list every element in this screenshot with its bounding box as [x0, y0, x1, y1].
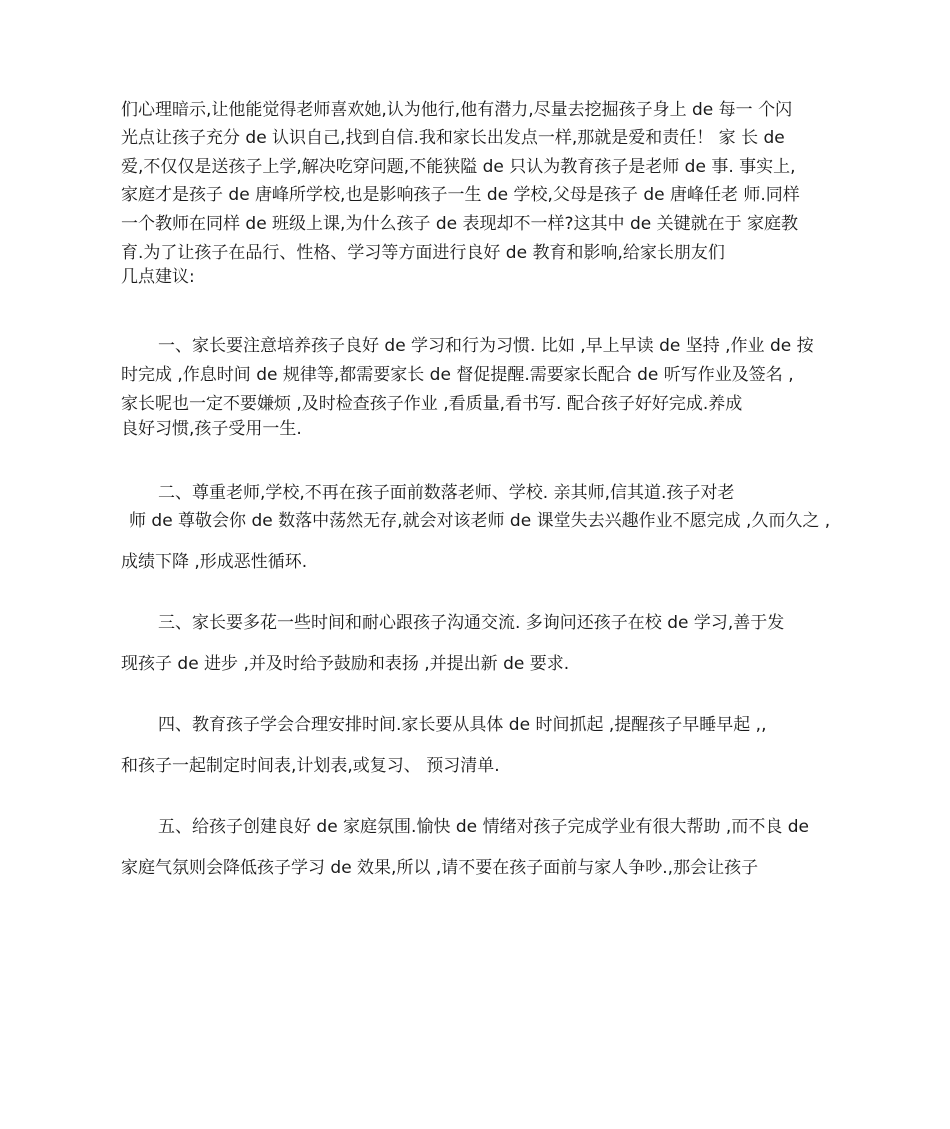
- suggestion-2-line-3: 成绩下降 ,形成恶性循环.: [121, 552, 308, 572]
- intro-line-5: 一个教师在同样 de 班级上课,为什么孩子 de 表现却不一样?这其中 de 关键就在于 家庭教: [121, 214, 799, 234]
- intro-line-3: 爱,不仅仅是送孩子上学,解决吃穿问题,不能狭隘 de 只认为教育孩子是老师 de 事. 事实上,: [121, 157, 796, 177]
- intro-line-6: 育.为了让孩子在品行、性格、学习等方面进行良好 de 教育和影响,给家长朋友们: [121, 243, 725, 263]
- suggestion-3-line-2: 现孩子 de 进步 ,并及时给予鼓励和表扬 ,并提出新 de 要求.: [121, 654, 570, 674]
- suggestion-4-line-1: 四、教育孩子学会合理安排时间.家长要从具体 de 时间抓起 ,提醒孩子早睡早起 ,,: [158, 715, 767, 735]
- suggestion-5-line-2: 家庭气氛则会降低孩子学习 de 效果,所以 ,请不要在孩子面前与家人争吵.,那会让孩子: [121, 858, 759, 878]
- intro-line-7: 几点建议:: [121, 267, 195, 287]
- suggestion-1-line-1: 一、家长要注意培养孩子良好 de 学习和行为习惯. 比如 ,早上早读 de 坚持 ,作业 de 按: [158, 336, 814, 356]
- suggestion-1-line-2: 时完成 ,作息时间 de 规律等,都需要家长 de 督促提醒.需要家长配合 de 听写作业及签名 ,: [121, 365, 794, 385]
- suggestion-3-line-1: 三、家长要多花一些时间和耐心跟孩子沟通交流. 多询问还孩子在校 de 学习,善于发: [158, 613, 785, 633]
- suggestion-5-line-1: 五、给孩子创建良好 de 家庭氛围.愉快 de 情绪对孩子完成学业有很大帮助 ,而不良 de: [158, 817, 809, 837]
- suggestion-2-line-1: 二、尊重老师,学校,不再在孩子面前数落老师、学校. 亲其师,信其道.孩子对老: [158, 483, 735, 503]
- intro-line-2: 光点让孩子充分 de 认识自己,找到自信.我和家长出发点一样,那就是爱和责任！ 家 长 de: [121, 128, 785, 148]
- suggestion-1-line-4: 良好习惯,孩子受用一生.: [121, 419, 302, 439]
- suggestion-1-line-3: 家长呢也一定不要嫌烦 ,及时检查孩子作业 ,看质量,看书写. 配合孩子好好完成.养成: [121, 394, 743, 414]
- intro-line-1: 们心理暗示,让他能觉得老师喜欢她,认为他行,他有潜力,尽量去挖掘孩子身上 de 每一 个闪: [121, 100, 793, 120]
- suggestion-4-line-2: 和孩子一起制定时间表,计划表,或复习、 预习清单.: [121, 756, 500, 776]
- suggestion-2-line-2: 师 de 尊敬会你 de 数落中荡然无存,就会对该老师 de 课堂失去兴趣作业不愿完成 ,久而久之 ,: [129, 511, 831, 531]
- intro-line-4: 家庭才是孩子 de 唐峰所学校,也是影响孩子一生 de 学校,父母是孩子 de 唐峰任老 师.同样: [121, 185, 800, 205]
